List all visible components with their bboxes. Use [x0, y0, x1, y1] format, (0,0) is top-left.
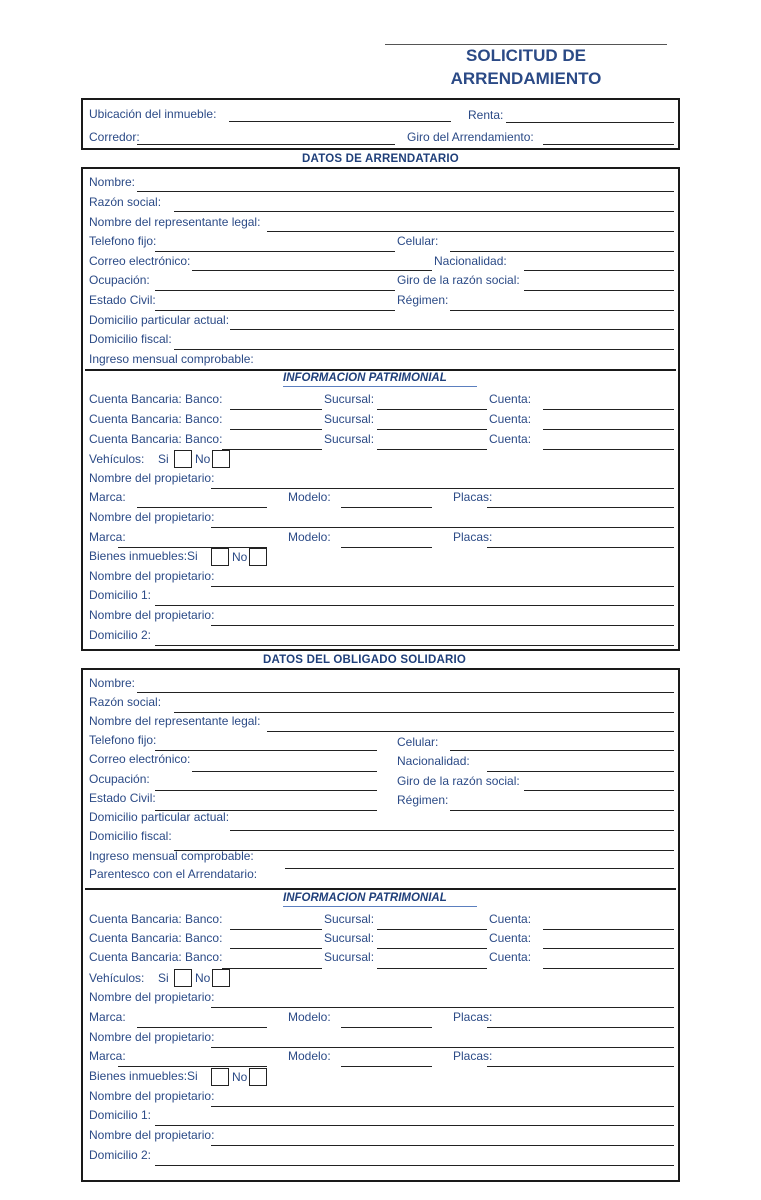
p1-cuenta-num-2-label: Cuenta: — [489, 412, 532, 426]
arr-estado-civil-field[interactable] — [155, 310, 395, 311]
patrimonial-title-underline-2 — [283, 906, 477, 907]
obl-representante-field[interactable] — [267, 731, 674, 732]
arr-ingreso-separator — [85, 369, 676, 371]
obl-ocupacion-field[interactable] — [155, 790, 377, 791]
p2-placas-1-field[interactable] — [487, 1027, 674, 1028]
arr-nacionalidad-field[interactable] — [524, 270, 674, 271]
p1-cuenta-1-label: Cuenta Bancaria: Banco: — [89, 392, 223, 406]
p2-sucursal-3-field[interactable] — [377, 968, 487, 969]
p2-sucursal-2-field[interactable] — [377, 948, 487, 949]
p1-cuenta-2-label: Cuenta Bancaria: Banco: — [89, 412, 223, 426]
patrimonial-title-2: INFORMACION PATRIMONIAL — [283, 892, 447, 904]
arr-ingreso-label: Ingreso mensual comprobable: — [89, 352, 254, 366]
p2-propietario-3-field[interactable] — [211, 1106, 674, 1107]
p2-banco-1-field[interactable] — [230, 929, 322, 930]
obl-correo-label: Correo electrónico: — [89, 752, 191, 766]
p1-domicilio-2-label: Domicilio 2: — [89, 628, 152, 642]
p2-marca-2-field[interactable] — [118, 1066, 267, 1067]
p2-sucursal-2-label: Sucursal: — [324, 931, 375, 945]
obl-nombre-label: Nombre: — [89, 676, 136, 690]
arr-giro-razon-label: Giro de la razón social: — [397, 273, 520, 287]
p2-domicilio-1-label: Domicilio 1: — [89, 1108, 152, 1122]
obl-telefono-label: Telefono fijo: — [89, 733, 157, 747]
p2-sucursal-1-field[interactable] — [377, 929, 487, 930]
arr-celular-label: Celular: — [397, 234, 439, 248]
p1-modelo-2-field[interactable] — [341, 547, 432, 548]
arr-razon-label: Razón social: — [89, 195, 162, 209]
p2-cuenta-num-3-field[interactable] — [543, 968, 674, 969]
arr-celular-field[interactable] — [450, 251, 674, 252]
arr-ocupacion-label: Ocupación: — [89, 273, 150, 287]
p2-modelo-2-label: Modelo: — [288, 1049, 331, 1063]
p1-cuenta-3-label: Cuenta Bancaria: Banco: — [89, 432, 223, 446]
arr-nombre-field[interactable] — [137, 191, 674, 192]
p2-banco-2-field[interactable] — [230, 948, 322, 949]
p1-domicilio-1-field[interactable] — [155, 605, 674, 606]
p2-propietario-1-field[interactable] — [211, 1007, 674, 1008]
obl-giro-razon-field[interactable] — [524, 790, 674, 791]
p2-cuenta-num-1-field[interactable] — [543, 929, 674, 930]
arr-representante-field[interactable] — [267, 231, 674, 232]
p1-bienes-no-checkbox[interactable] — [249, 548, 267, 566]
arr-ocupacion-field[interactable] — [155, 290, 395, 291]
p2-vehiculos-si-checkbox[interactable] — [174, 969, 192, 987]
p1-propietario-2-field[interactable] — [211, 527, 674, 528]
obl-nombre-field[interactable] — [137, 692, 674, 693]
p2-vehiculos-si-label: Si — [158, 971, 169, 985]
p1-marca-2-field[interactable] — [118, 547, 267, 548]
arr-regimen-field[interactable] — [450, 310, 674, 311]
p2-propietario-4-field[interactable] — [211, 1145, 674, 1146]
p2-placas-2-label: Placas: — [453, 1049, 493, 1063]
p1-modelo-2-label: Modelo: — [288, 530, 331, 544]
renta-label: Renta: — [468, 108, 504, 122]
obl-ingreso-label: Ingreso mensual comprobable: — [89, 849, 254, 863]
obl-giro-razon-label: Giro de la razón social: — [397, 774, 520, 788]
p2-marca-2-label: Marca: — [89, 1049, 126, 1063]
page-title-line-1: SOLICITUD DE — [466, 46, 586, 65]
property-info-box — [81, 98, 680, 150]
p1-vehiculos-no-label: No — [195, 452, 211, 466]
p2-bienes-label: Bienes inmuebles:Si — [89, 1069, 198, 1083]
p2-cuenta-num-3-label: Cuenta: — [489, 950, 532, 964]
p1-bienes-label: Bienes inmuebles:Si — [89, 549, 198, 563]
arr-telefono-field[interactable] — [155, 251, 395, 252]
p2-cuenta-1-label: Cuenta Bancaria: Banco: — [89, 912, 223, 926]
p2-propietario-3-label: Nombre del propietario: — [89, 1089, 215, 1103]
p1-sucursal-3-field[interactable] — [377, 449, 487, 450]
arr-estado-civil-label: Estado Civil: — [89, 293, 156, 307]
p1-domicilio-2-field[interactable] — [155, 645, 674, 646]
giro-arrendamiento-field[interactable] — [543, 144, 674, 145]
p2-marca-1-label: Marca: — [89, 1010, 126, 1024]
p1-propietario-4-field[interactable] — [211, 625, 674, 626]
p1-modelo-1-field[interactable] — [341, 507, 432, 508]
p2-cuenta-num-1-label: Cuenta: — [489, 912, 532, 926]
obl-telefono-field[interactable] — [155, 750, 377, 751]
page-title — [385, 44, 667, 90]
p2-modelo-2-field[interactable] — [341, 1066, 432, 1067]
ubicacion-label: Ubicación del inmueble: — [89, 107, 217, 121]
p1-propietario-2-label: Nombre del propietario: — [89, 510, 215, 524]
p2-banco-3-field[interactable] — [222, 968, 322, 969]
p1-modelo-1-label: Modelo: — [288, 490, 331, 504]
p2-propietario-2-field[interactable] — [211, 1047, 674, 1048]
patrimonial-title-underline-1 — [283, 386, 477, 387]
ubicacion-field[interactable] — [229, 121, 451, 122]
p2-vehiculos-label: Vehículos: — [89, 971, 145, 985]
p1-cuenta-num-1-field[interactable] — [543, 409, 674, 410]
patrimonial-title-1: INFORMACION PATRIMONIAL — [283, 372, 447, 384]
p2-cuenta-3-label: Cuenta Bancaria: Banco: — [89, 950, 223, 964]
p1-vehiculos-label: Vehículos: — [89, 452, 145, 466]
p2-placas-1-label: Placas: — [453, 1010, 493, 1024]
obl-regimen-label: Régimen: — [397, 793, 449, 807]
obl-celular-label: Celular: — [397, 735, 439, 749]
obl-domicilio-fiscal-label: Domicilio fiscal: — [89, 829, 172, 843]
arr-razon-field[interactable] — [174, 211, 674, 212]
p1-propietario-3-label: Nombre del propietario: — [89, 569, 215, 583]
p2-domicilio-2-field[interactable] — [155, 1165, 674, 1166]
p2-sucursal-1-label: Sucursal: — [324, 912, 375, 926]
obl-razon-label: Razón social: — [89, 695, 162, 709]
p2-modelo-1-label: Modelo: — [288, 1010, 331, 1024]
p1-banco-1-field[interactable] — [230, 409, 322, 410]
p1-domicilio-1-label: Domicilio 1: — [89, 588, 152, 602]
obl-estado-civil-label: Estado Civil: — [89, 791, 156, 805]
obl-ocupacion-label: Ocupación: — [89, 772, 150, 786]
p2-bienes-si-checkbox[interactable] — [211, 1068, 229, 1086]
arr-giro-razon-field[interactable] — [524, 290, 674, 291]
p1-vehiculos-si-label: Si — [158, 452, 169, 466]
corredor-field[interactable] — [137, 144, 395, 145]
p2-cuenta-2-label: Cuenta Bancaria: Banco: — [89, 931, 223, 945]
obl-celular-field[interactable] — [450, 750, 674, 751]
p1-propietario-4-label: Nombre del propietario: — [89, 608, 215, 622]
p1-propietario-1-label: Nombre del propietario: — [89, 471, 215, 485]
p1-sucursal-1-field[interactable] — [377, 409, 487, 410]
arr-domicilio-fiscal-field[interactable] — [174, 349, 674, 350]
p1-vehiculos-si-checkbox[interactable] — [174, 450, 192, 468]
p1-cuenta-num-3-field[interactable] — [543, 449, 674, 450]
arr-correo-label: Correo electrónico: — [89, 254, 191, 268]
p1-sucursal-1-label: Sucursal: — [324, 392, 375, 406]
p1-cuenta-num-2-field[interactable] — [543, 429, 674, 430]
arr-nacionalidad-label: Nacionalidad: — [434, 254, 507, 268]
p1-placas-1-label: Placas: — [453, 490, 493, 504]
renta-field[interactable] — [506, 122, 674, 123]
corredor-label: Corredor: — [89, 130, 140, 144]
p2-propietario-2-label: Nombre del propietario: — [89, 1030, 215, 1044]
p1-marca-1-label: Marca: — [89, 490, 126, 504]
giro-arrendamiento-label: Giro del Arrendamiento: — [407, 130, 534, 144]
p2-vehiculos-no-label: No — [195, 971, 211, 985]
p2-propietario-4-label: Nombre del propietario: — [89, 1128, 215, 1142]
p1-sucursal-3-label: Sucursal: — [324, 432, 375, 446]
p2-domicilio-1-field[interactable] — [155, 1125, 674, 1126]
obl-domicilio-actual-label: Domicilio particular actual: — [89, 810, 230, 824]
p2-sucursal-3-label: Sucursal: — [324, 950, 375, 964]
page-title-line-2: ARRENDAMIENTO — [450, 69, 602, 88]
p2-modelo-1-field[interactable] — [341, 1027, 432, 1028]
arr-nombre-label: Nombre: — [89, 175, 136, 189]
p1-bienes-si-checkbox[interactable] — [211, 548, 229, 566]
arr-domicilio-fiscal-label: Domicilio fiscal: — [89, 332, 172, 346]
obl-nacionalidad-label: Nacionalidad: — [397, 754, 470, 768]
section-title-obligado: DATOS DEL OBLIGADO SOLIDARIO — [262, 654, 467, 666]
obl-regimen-field[interactable] — [450, 810, 674, 811]
p1-placas-2-label: Placas: — [453, 530, 493, 544]
arr-representante-label: Nombre del representante legal: — [89, 215, 261, 229]
p2-cuenta-num-2-field[interactable] — [543, 948, 674, 949]
obl-razon-field[interactable] — [174, 712, 674, 713]
p1-bienes-no-label: No — [232, 550, 248, 564]
p1-sucursal-2-label: Sucursal: — [324, 412, 375, 426]
obl-nacionalidad-field[interactable] — [487, 771, 674, 772]
obl-parentesco-separator — [85, 888, 676, 890]
p2-domicilio-2-label: Domicilio 2: — [89, 1148, 152, 1162]
p2-placas-2-field[interactable] — [487, 1066, 674, 1067]
p1-cuenta-num-3-label: Cuenta: — [489, 432, 532, 446]
p2-bienes-no-label: No — [232, 1070, 248, 1084]
p1-propietario-3-field[interactable] — [211, 586, 674, 587]
p1-sucursal-2-field[interactable] — [377, 429, 487, 430]
p2-marca-1-field[interactable] — [137, 1027, 267, 1028]
p2-bienes-no-checkbox[interactable] — [249, 1068, 267, 1086]
obl-representante-label: Nombre del representante legal: — [89, 714, 261, 728]
obl-ingreso-field[interactable] — [285, 868, 674, 869]
p1-placas-2-field[interactable] — [487, 547, 674, 548]
p1-propietario-1-field[interactable] — [211, 488, 674, 489]
p1-banco-2-field[interactable] — [230, 429, 322, 430]
arr-domicilio-actual-label: Domicilio particular actual: — [89, 313, 230, 327]
arr-correo-field[interactable] — [192, 270, 432, 271]
p1-placas-1-field[interactable] — [487, 507, 674, 508]
p1-banco-3-field[interactable] — [222, 449, 322, 450]
p2-propietario-1-label: Nombre del propietario: — [89, 990, 215, 1004]
obl-correo-field[interactable] — [192, 771, 377, 772]
p1-marca-2-label: Marca: — [89, 530, 126, 544]
section-title-arrendatario: DATOS DE ARRENDATARIO — [302, 153, 459, 165]
arr-telefono-label: Telefono fijo: — [89, 234, 157, 248]
arr-domicilio-actual-field[interactable] — [230, 329, 674, 330]
p2-cuenta-num-2-label: Cuenta: — [489, 931, 532, 945]
p1-cuenta-num-1-label: Cuenta: — [489, 392, 532, 406]
p1-vehiculos-no-checkbox[interactable] — [212, 450, 230, 468]
obl-domicilio-actual-field[interactable] — [230, 830, 674, 831]
p1-marca-1-field[interactable] — [137, 507, 267, 508]
arr-regimen-label: Régimen: — [397, 293, 449, 307]
p2-vehiculos-no-checkbox[interactable] — [212, 969, 230, 987]
obl-parentesco-label: Parentesco con el Arrendatario: — [89, 867, 258, 881]
